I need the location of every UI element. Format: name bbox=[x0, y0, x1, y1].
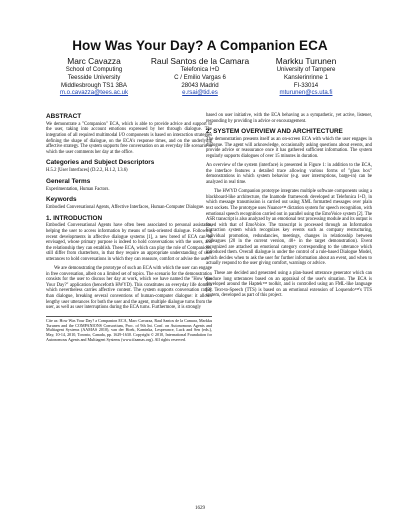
right-column bbox=[206, 113, 372, 303]
categories-text: H.5.2 [User Interfaces] (D.2.2, H.1.2, I.3.6) bbox=[46, 168, 128, 174]
author-affiliation: Kanslerinrinne 1 bbox=[283, 74, 329, 81]
author-3 bbox=[256, 57, 356, 97]
paper-title: How Was Your Day? A Companion ECA bbox=[72, 38, 328, 53]
keywords-text: Embodied Conversational Agents, Affective Interfaces, Human-Computer Dialogue. bbox=[46, 205, 205, 210]
body-paragraph: These are decided and generated using a plan-based utterance generator which can produce long utterances based on an appraisal of the user's situation. The ECA is developed around the Haptek™ toolkit, and is controlled using an FML-like language [3]. Text-to-Speech (TTS) is based on an emotional extension of Loquendo™'s TTS system, developed as part of this project. bbox=[206, 271, 372, 299]
author-email-link[interactable]: e.rsai@tid.es bbox=[182, 89, 218, 97]
left-column bbox=[46, 113, 212, 343]
author-affiliation: Middlesbrough TS1 3BA bbox=[61, 81, 127, 89]
body-paragraph: The HWYD Companion prototype integrates multiple software components using a blackboard-like architecture, the Inamode framework developed at Telefonica I+D, in which message transmission is carried out using XML formatted messages over plain text sockets. The prototype uses Nuance™ dictation system for speech recognition, with emotional speech recognition carried out in parallel using the EmoVoice system [2]. The ASR transcript is also analyzed by an emotional text processing module and its output is fused with that of EmoVoice. The transcript is processed through an Information Extraction system which recognizes key events such as company restructuring, individual promotion, redundancies, meetings, changes in relationship between colleagues (20 in the current version, 40+ in the target demonstration). Event recognized are attached an emotional category corresponding to the utterance which introduced them. Overall dialogue is under the control of a rule-based Dialogue Model, which decides when to ask the user for further information about an event, and when to actually respond to the user giving comfort, warnings or advice. bbox=[206, 189, 372, 267]
body-paragraph: An overview of the system (interface) is presented in Figure 1: in addition to the ECA, the interface features a detailed trace allowing various forms of "glass box" demonstrations in which system behavior (e.g. user interruptions, barge-in) can be analyzed in real time. bbox=[206, 163, 372, 185]
author-name: Marc Cavazza bbox=[67, 56, 121, 66]
author-affiliation: Teesside University bbox=[67, 74, 121, 81]
author-affiliation: FI-33014 bbox=[293, 81, 319, 89]
abstract-text: We demonstrate a "Companion" ECA, which is able to provide advice and support to the user, taking into account emotions expressed by her through dialogue. The integration of all required multimodal I/O components is based on interaction strategies defining the shape of dialogue, on the ECA's response times, and on the underlying affective strategy. The system supports free conversation on an everyday life scenario in which the user comments her day at the office. bbox=[46, 121, 212, 155]
body-paragraph: based on user initiative, with the ECA behaving as a sympathetic, yet active, listener, responding by providing in advice or encouragement. bbox=[206, 113, 372, 124]
introduction-paragraph: Embodied Conversational Agents have often been associated to personal assistants, helping the user to access information by means of task-oriented dialogue. Following recent developments in affective dialogue systems [1], a new breed of ECA can be envisaged, whose primary purpose is indeed to hold conversations with the users, and the relationship they can establish. These ECA, which can play the role of Companions, still differ from chatterbots, in that they require an appropriate understanding of user utterances to hold conversations in which they can reassure, comfort or advise the user. bbox=[46, 223, 212, 262]
author-block bbox=[0, 57, 400, 109]
author-name: Raul Santos de la Camara bbox=[150, 56, 250, 66]
author-affiliation: 28043 Madrid bbox=[181, 81, 219, 89]
author-2 bbox=[146, 57, 254, 97]
categories-heading: Categories and Subject Descriptors bbox=[46, 159, 155, 167]
author-affiliation: School of Computing bbox=[65, 66, 123, 74]
author-affiliation: University of Tampere bbox=[276, 66, 336, 74]
author-affiliation: Telefonica I+D bbox=[180, 66, 220, 74]
author-affiliation: C / Emilio Vargas 6 bbox=[174, 74, 226, 81]
author-email-link[interactable]: mturunen@cs.uta.fi bbox=[279, 89, 333, 97]
citation-footnote: Cite as: How Was Your Day? a Companion ECA, Marc Cavazza, Raul Santos de la Camara, Markku Turunen and the COMPANIONS Consortium, Proc. of 9th Int. Conf. on Autonomous Agents and Multiagent Systems (AAMAS 2010), van der Hoek, Kaminka, Lesperance, Luck and Sen (eds.), May, 10-14, 2010, Toronto, Canada, pp. 1629-1630. Copyright © 2010, International Foundation for Autonomous Agents and Multiagent Systems (www.ifaamas.org). All rights reserved. bbox=[46, 317, 212, 343]
general-terms-text: Experimentation, Human Factors. bbox=[46, 186, 110, 192]
section-heading: 2. SYSTEM OVERVIEW AND ARCHITECTURE bbox=[206, 128, 343, 136]
general-terms-heading: General Terms bbox=[46, 177, 91, 185]
page-number: 1629 bbox=[195, 506, 205, 511]
keywords-heading: Keywords bbox=[46, 196, 77, 204]
introduction-paragraph: We are demonstrating the prototype of such an ECA with which the user can engage in free conversation, albeit on a limited set of topics. The scenario for the demonstration consists for the user to discuss her day at work, which we have named the "How Was Your Day?" application (henceforth HWYD). This constitutes an everyday life domain which nevertheless carries affective content. The system supports conversation rather than dialogue, breaking several conventions of human-computer dialogue: it allows lengthy user utterances for both the user and the agent, multiple dialogue turns from the user, as well as user interruptions during the ECA turns. Furthermore, it is strongly bbox=[46, 266, 212, 311]
author-email-link[interactable]: m.o.cavazza@tees.ac.uk bbox=[59, 89, 129, 97]
abstract-heading: ABSTRACT bbox=[46, 113, 82, 120]
author-1 bbox=[44, 57, 144, 97]
author-name: Markku Turunen bbox=[275, 56, 337, 66]
body-paragraph: The demonstration presents itself as an on-screen ECA with which the user engages in dialogue. The agent will acknowledge, occasionally asking questions about events, and provide advice or reassurance once it has gathered sufficient information. The system regularly supports dialogues of over 15 minutes in duration. bbox=[206, 137, 372, 159]
introduction-heading: 1. INTRODUCTION bbox=[46, 214, 103, 222]
